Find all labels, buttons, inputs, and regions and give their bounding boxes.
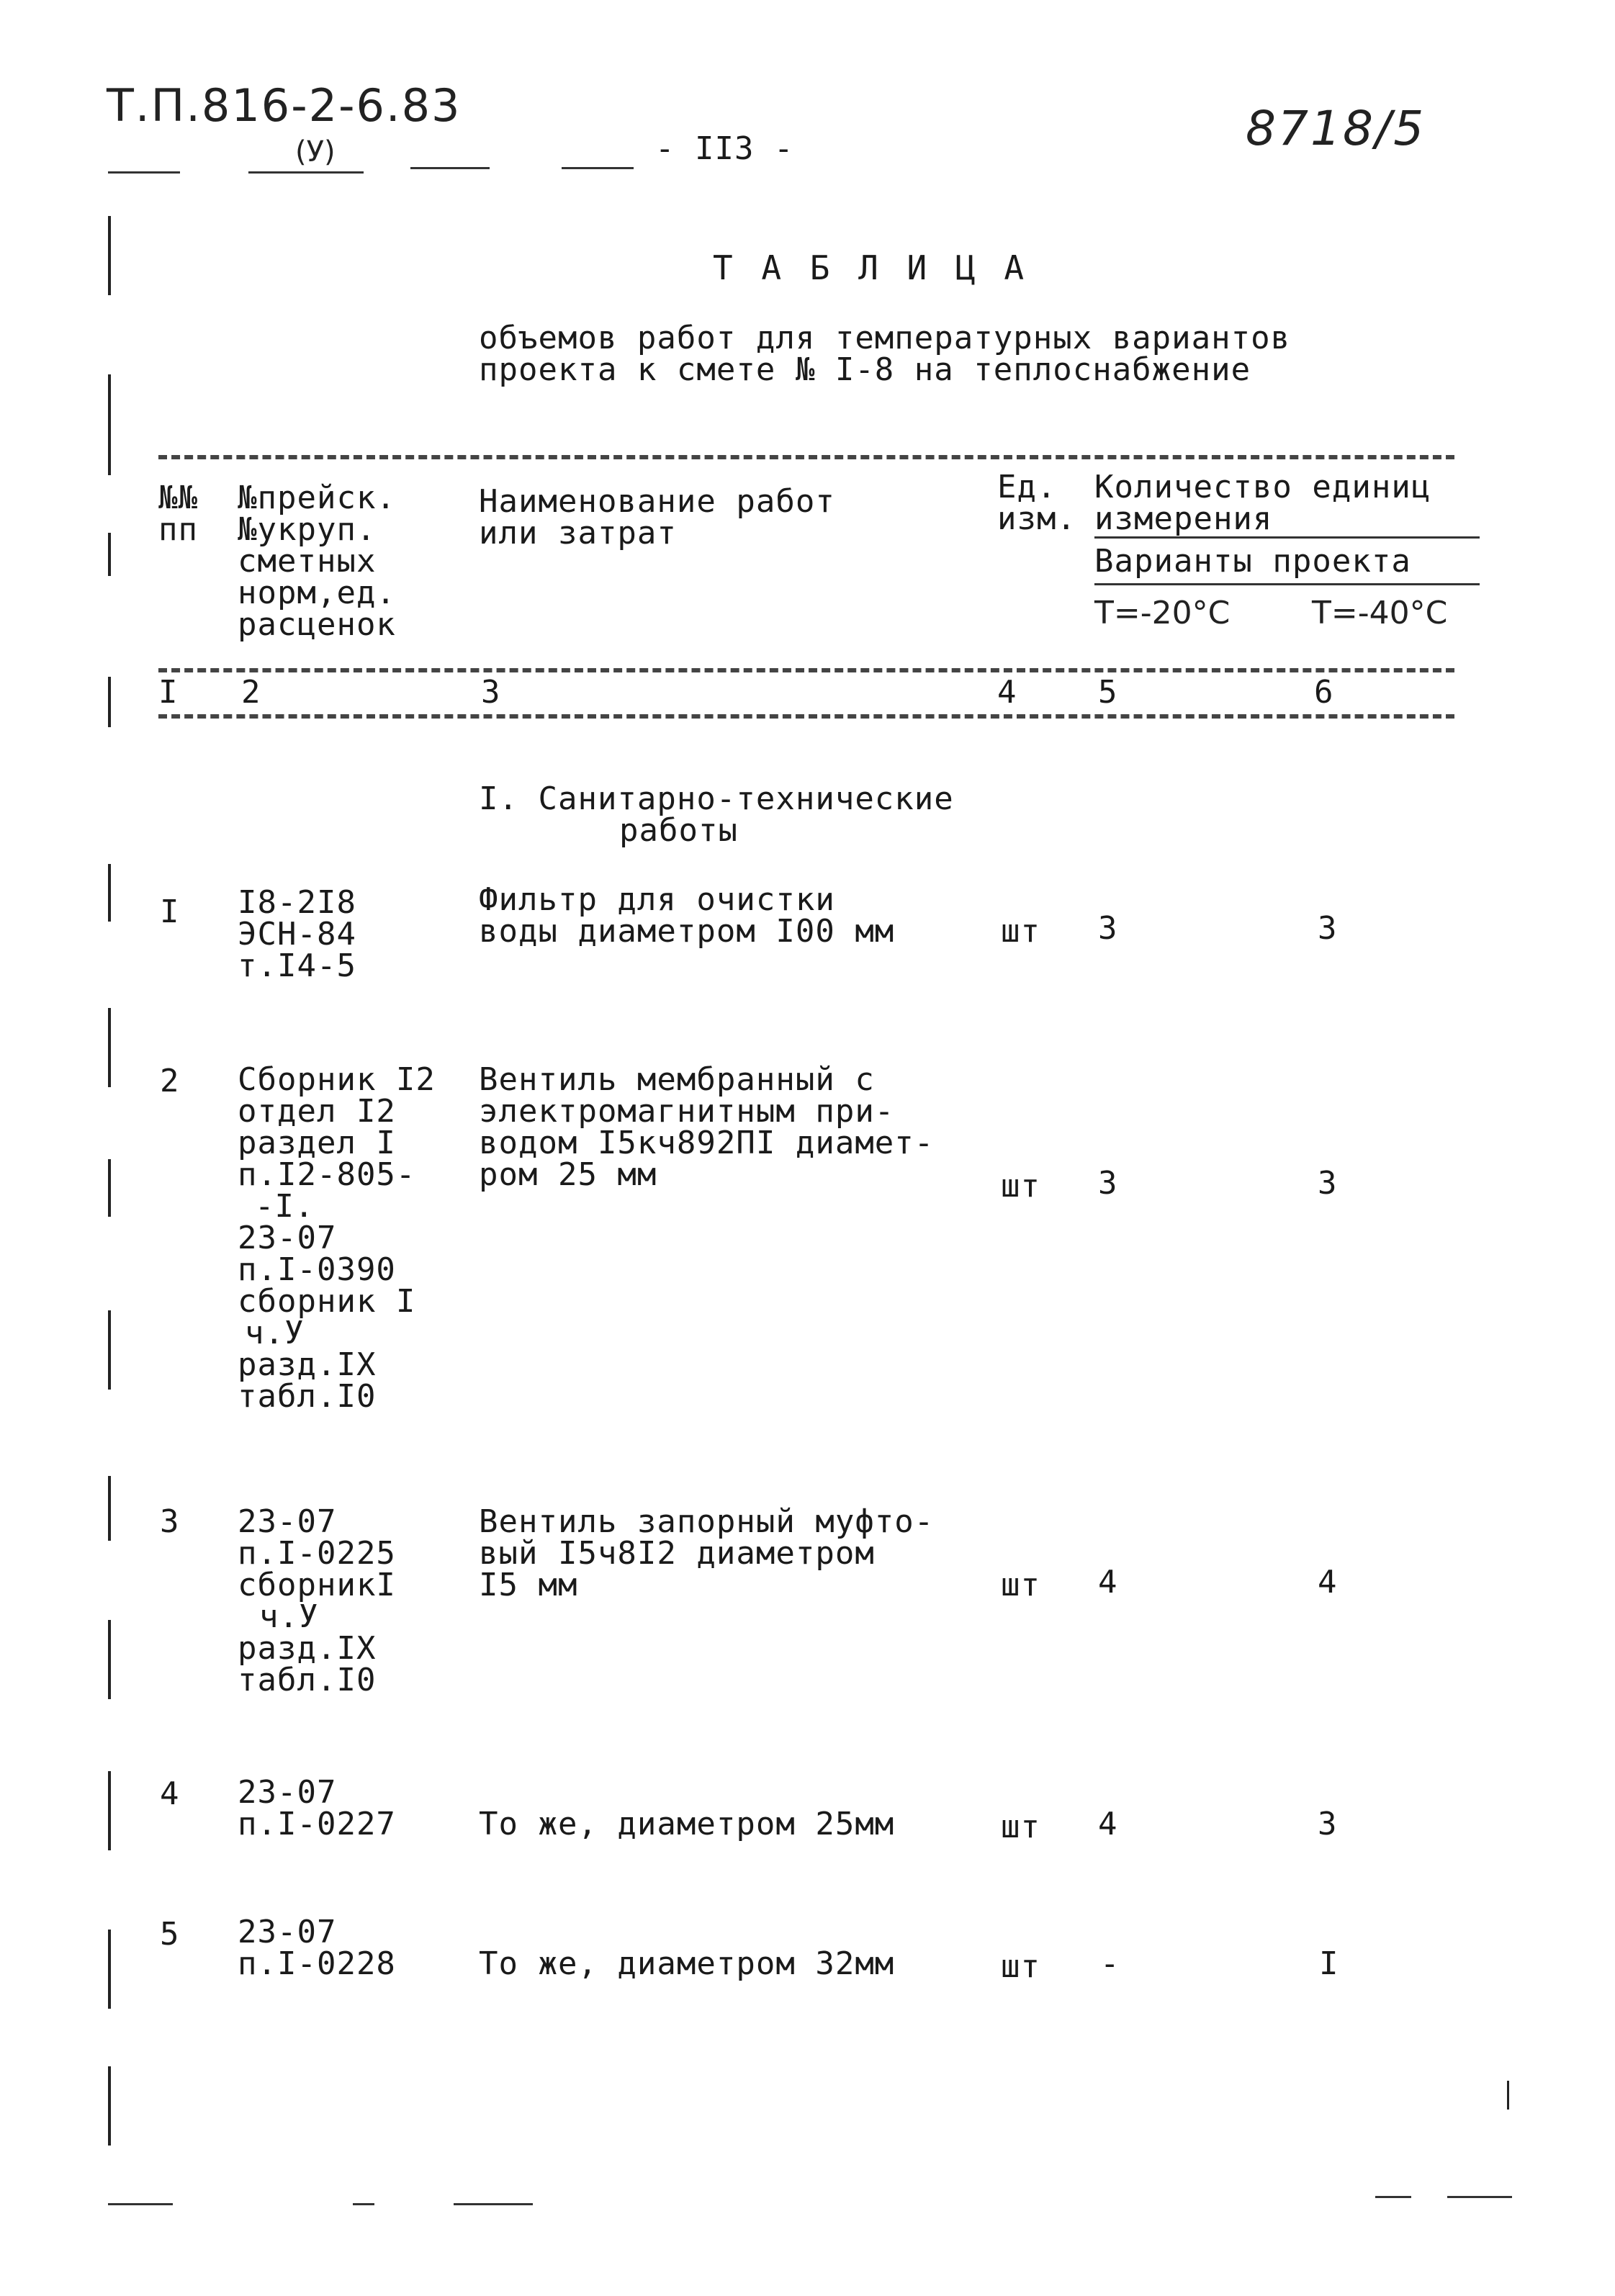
colnum-1: I (158, 674, 179, 711)
colnum-top-dashed-rule (158, 668, 1454, 672)
row-2-ref-line2: отдел I2 (238, 1093, 396, 1130)
header-col-num (158, 482, 198, 546)
row-2-ref-line5: -I. (255, 1188, 315, 1225)
row-5-unit: шт (1001, 1948, 1040, 1985)
row-2-ref-line10: разд.IX (238, 1346, 377, 1383)
row-5-t40: I (1319, 1945, 1339, 1982)
row-3-t20: 4 (1098, 1564, 1118, 1601)
header-underline (562, 167, 634, 169)
row-5-t20: - (1100, 1945, 1120, 1982)
header-col-unit (997, 469, 1076, 537)
footer-mark (1375, 2196, 1411, 2198)
margin-mark (108, 2066, 111, 2146)
row-4-ref (238, 1774, 396, 1842)
row-2-name-line4: ром 25 мм (479, 1156, 657, 1193)
row-2-name-line1: Вентиль мембранный с (479, 1061, 875, 1098)
header-underline (410, 167, 490, 169)
row-3-ref-line5: разд.IX (238, 1630, 377, 1667)
quantity-header-rule (1094, 536, 1480, 539)
row-2-ref-line11: табл.I0 (238, 1378, 377, 1415)
row-3-ref-line4: ч.У (259, 1598, 319, 1635)
header-col-ref-line2: №укруп. (238, 511, 377, 548)
project-code-sub: (У) (295, 135, 336, 168)
row-4-ref-line2: п.I-0227 (238, 1806, 396, 1842)
row-4-ref-line1: 23-07 (238, 1774, 337, 1811)
header-col-ref-line5: расценок (238, 606, 396, 643)
header-underline (248, 171, 364, 174)
row-2-t40: 3 (1318, 1165, 1338, 1202)
right-margin-mark (1507, 2081, 1509, 2110)
header-underline (108, 171, 180, 174)
row-2-ref (238, 1061, 436, 1415)
header-top-dashed-rule (158, 455, 1454, 459)
header-col-quantity-line1: Количество единиц (1094, 469, 1431, 505)
colnum-3: 3 (481, 674, 501, 711)
row-1-name (479, 881, 895, 950)
header-col-unit-line2: изм. (997, 500, 1076, 537)
row-4-t40: 3 (1318, 1806, 1338, 1842)
row-2-ref-line4: п.I2-805- (238, 1156, 416, 1193)
row-1-ref-line2: ЭСН-84 (238, 916, 356, 953)
header-col-ref (238, 482, 396, 641)
footer-mark (1447, 2196, 1512, 2198)
row-2-ref-line9: ч.У (245, 1315, 305, 1351)
margin-mark (108, 533, 111, 576)
header-col-quantity-line2: измерения (1094, 500, 1273, 537)
row-3-ref-line2: п.I-0225 (238, 1535, 396, 1572)
row-3-ref-line3: сборникI (238, 1567, 396, 1603)
row-2-unit: шт (1001, 1168, 1040, 1205)
row-1-t20: 3 (1098, 910, 1118, 947)
row-1-t40: 3 (1318, 910, 1338, 947)
row-2-name-line2: электромагнитным при- (479, 1093, 895, 1130)
margin-mark (108, 1008, 111, 1087)
margin-mark (108, 1159, 111, 1217)
row-2-ref-line1: Сборник I2 (238, 1061, 436, 1098)
header-col-t40: Т=-40°С (1312, 595, 1448, 631)
row-2-ref-line6: 23-07 (238, 1220, 337, 1256)
header-col-num-line2: пп (158, 511, 198, 548)
variants-header-rule (1094, 583, 1480, 585)
row-3-ref-line6: табл.I0 (238, 1662, 377, 1698)
margin-mark (108, 1620, 111, 1699)
colnum-4: 4 (997, 674, 1017, 711)
row-2-ref-line3: раздел I (238, 1125, 396, 1161)
section-title-line2: работы (619, 812, 738, 849)
margin-mark (108, 677, 111, 727)
colnum-5: 5 (1098, 674, 1118, 711)
row-2-num: 2 (160, 1063, 180, 1099)
table-subtitle-line2: проекта к смете № I-8 на теплоснабжение (479, 351, 1251, 388)
row-3-name-line3: I5 мм (479, 1567, 578, 1603)
page-number: - II3 - (655, 130, 794, 167)
row-1-name-line2: воды диаметром I00 мм (479, 913, 895, 950)
margin-mark (108, 374, 111, 475)
header-col-t20: Т=-20°С (1094, 595, 1231, 631)
colnum-6: 6 (1314, 674, 1334, 711)
row-4-t20: 4 (1098, 1806, 1118, 1842)
header-col-num-line1: №№ (158, 480, 198, 516)
header-variants: Варианты проекта (1094, 543, 1411, 580)
row-5-ref (238, 1914, 396, 1982)
row-3-ref-line1: 23-07 (238, 1503, 337, 1540)
margin-mark (108, 1771, 111, 1850)
row-5-ref-line2: п.I-0228 (238, 1945, 396, 1982)
row-5-name: То же, диаметром 32мм (479, 1945, 895, 1982)
row-4-name: То же, диаметром 25мм (479, 1806, 895, 1842)
header-col-unit-line1: Ед. (997, 469, 1057, 505)
row-2-name (479, 1061, 935, 1193)
table-heading: Т А Б Л И Ц А (713, 248, 1029, 287)
table-subtitle-line1: объемов работ для температурных вариантов (479, 320, 1291, 356)
margin-mark (108, 1930, 111, 2009)
row-1-ref (238, 884, 356, 984)
row-2-ref-line8: сборник I (238, 1283, 416, 1320)
row-3-name-line1: Вентиль запорный муфто- (479, 1503, 935, 1540)
row-1-name-line1: Фильтр для очистки (479, 881, 835, 918)
document-number: 8718/5 (1246, 101, 1426, 156)
row-2-ref-line7: п.I-0390 (238, 1251, 396, 1288)
row-5-num: 5 (160, 1916, 180, 1953)
row-2-name-line3: водом I5кч892ПI диамет- (479, 1125, 935, 1161)
header-col-ref-line3: сметных (238, 543, 377, 580)
row-3-ref (238, 1503, 396, 1698)
row-1-num: I (160, 893, 180, 930)
margin-mark (108, 1476, 111, 1541)
row-5-ref-line1: 23-07 (238, 1914, 337, 1950)
row-1-ref-line3: т.I4-5 (238, 947, 356, 984)
row-4-num: 4 (160, 1775, 180, 1812)
row-4-unit: шт (1001, 1809, 1040, 1845)
colnum-2: 2 (241, 674, 261, 711)
header-col-ref-line4: норм,ед. (238, 575, 396, 611)
margin-mark (108, 864, 111, 922)
row-3-unit: шт (1001, 1567, 1040, 1603)
project-code: Т.П.816-2-6.83 (107, 79, 462, 132)
header-col-quantity (1094, 469, 1431, 537)
footer-mark (454, 2203, 533, 2205)
row-1-ref-line1: I8-2I8 (238, 884, 356, 921)
row-3-name-line2: вый I5ч8I2 диаметром (479, 1535, 875, 1572)
section-title-line1: I. Санитарно-технические (479, 780, 954, 817)
colnum-bottom-dashed-rule (158, 714, 1454, 719)
header-col-name-line2: или затрат (479, 515, 677, 552)
row-1-unit: шт (1001, 913, 1040, 950)
row-2-t20: 3 (1098, 1165, 1118, 1202)
margin-mark (108, 1310, 111, 1390)
row-3-name (479, 1503, 935, 1603)
header-col-name (479, 483, 835, 552)
row-3-t40: 4 (1318, 1564, 1338, 1601)
footer-mark (108, 2203, 173, 2205)
footer-mark (353, 2203, 374, 2205)
margin-mark (108, 216, 111, 295)
header-col-ref-line1: №прейск. (238, 480, 396, 516)
header-col-name-line1: Наименование работ (479, 483, 835, 520)
row-3-num: 3 (160, 1503, 180, 1540)
